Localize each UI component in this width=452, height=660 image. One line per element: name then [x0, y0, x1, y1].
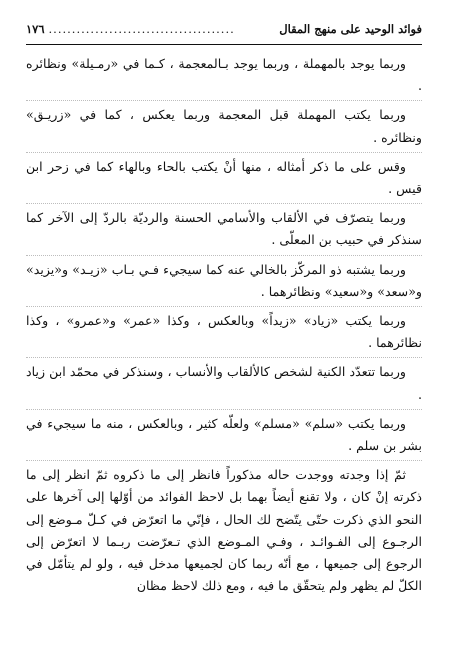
paragraph: وربما يشتبه ذو المركّز بالخالي عنه كما سيجيء فـي بـاب «زيـد» و«يزيد» و«سعد» و«سعيد» ونظائرهما . [26, 255, 422, 303]
page-number: ١٧٦ [26, 22, 45, 36]
paragraph: وربما تتعدّد الكنية لشخص كالألقاب والأنساب ، وسنذكر في محمّد ابن زياد . [26, 357, 422, 405]
paragraph: وربما يتصرّف في الألقاب والأسامي الحسنة والرديّة بالردّ إلى الآخر كما سنذكر في حبيب بن المعلّى . [26, 203, 422, 251]
paragraph: وقس على ما ذكر أمثاله ، منها أنْ يكتب بالحاء وبالهاء كما في زحر ابن قيس . [26, 152, 422, 200]
paragraph: وربما يكتب المهملة قبل المعجمة وربما يعكس ، كما في «زريـق» ونظائره . [26, 100, 422, 148]
paragraph: وربما يكتب «زياد» «زيداً» وبالعكس ، وكذا «عمر» و«عمرو» ، وكذا نظائرهما . [26, 306, 422, 354]
paragraph: وربما يوجد بالمهملة ، وربما يوجد بـالمعجمة ، كـما في «رمـيلة» ونظائره . [26, 56, 422, 94]
running-header [26, 22, 422, 40]
header-rule [26, 44, 422, 45]
paragraph: وربما يكتب «سلم» «مسلم» ولعلّه كثير ، وبالعكس ، منه ما سيجيء في بشر بن سلم . [26, 409, 422, 457]
running-title: فوائد الوحيد على منهج المقال [279, 22, 422, 36]
page-body [26, 53, 422, 597]
leader-dots: ........................................ [48, 22, 235, 36]
paragraph: ثمّ إذا وجدته ووجدت حاله مذكوراً فانظر إلى ما ذكروه ثمّ انظر إلى ما ذكرته إنْ كان ، ولا تقنع أيضاً بهما بل لاحظ الفوائد من أوّلها إلى آخرها على النحو الذي ذكرت حتّى يتّضح لك الحال ، فإنّي ما اتعرّض في كـلّ مـوضع إلى الرجـوع إلى الفـوائـد ، وفـي المـوضع الذي تـعرّضت ربـما لا اتعرّض إلى الرجوع إلى جميعها ، مع أنّه ربما كان لجميعها مدخل فيه ، ولو لم يتأمّل في الكلّ لم يظهر ولم يتحقّق ما فيه ، ومع ذلك لاحظ مظان [26, 460, 422, 597]
